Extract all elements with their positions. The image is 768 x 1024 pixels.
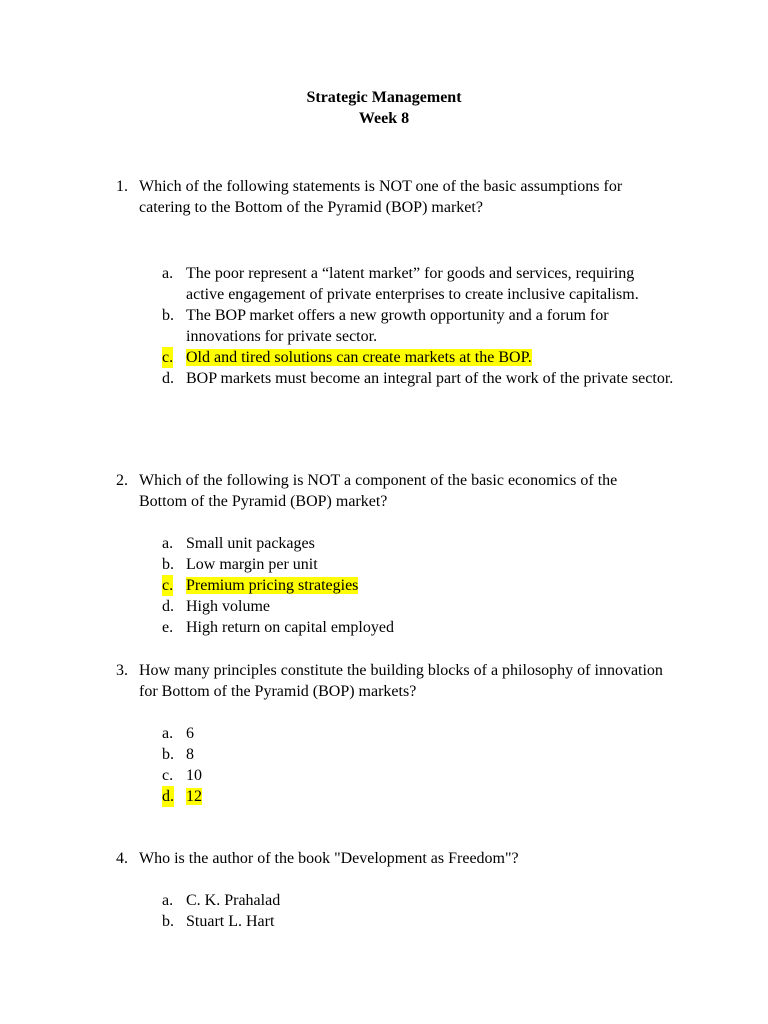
option-letter: b. (162, 556, 174, 573)
option-text: Stuart L. Hart (186, 913, 275, 930)
option-letter: a. (162, 265, 174, 282)
option-text: 8 (186, 746, 194, 763)
option-text: The BOP market offers a new growth opportunity and a forum for innovations for private sector. (186, 307, 609, 345)
option-a (0, 723, 768, 744)
option-a (0, 890, 768, 911)
document-subtitle: Week 8 (358, 110, 410, 127)
title-block (0, 87, 768, 129)
option-d-highlighted (0, 786, 768, 807)
option-letter: a. (162, 535, 174, 552)
option-b (0, 911, 768, 932)
option-d (0, 368, 768, 389)
option-text: Old and tired solutions can create markets at the BOP. (186, 349, 532, 366)
question-number: 2. (116, 472, 128, 489)
option-letter: d. (162, 598, 174, 615)
option-b (0, 744, 768, 765)
option-text: BOP markets must become an integral part of the work of the private sector. (186, 370, 674, 387)
question-number: 3. (116, 662, 128, 679)
option-letter: c. (162, 349, 174, 366)
option-c-highlighted (0, 347, 768, 368)
question-4 (0, 848, 768, 932)
option-list (0, 890, 768, 932)
option-letter: b. (162, 746, 174, 763)
option-c-highlighted (0, 575, 768, 596)
option-d (0, 596, 768, 617)
option-text: 10 (186, 767, 202, 784)
option-list (0, 533, 768, 638)
question-number: 1. (116, 178, 128, 195)
option-letter: b. (162, 913, 174, 930)
option-text: High return on capital employed (186, 619, 394, 636)
question-2 (0, 470, 768, 638)
option-letter: c. (162, 767, 174, 784)
option-e (0, 617, 768, 638)
option-letter: a. (162, 892, 174, 909)
option-text: 12 (186, 788, 202, 805)
option-text: Small unit packages (186, 535, 315, 552)
option-a (0, 263, 768, 305)
option-text: High volume (186, 598, 270, 615)
question-text: Which of the following statements is NOT one of the basic assumptions for catering to the Bottom of the Pyramid (BOP) market? (139, 178, 623, 216)
document-title: Strategic Management (306, 89, 462, 106)
option-letter: a. (162, 725, 174, 742)
option-text: Low margin per unit (186, 556, 318, 573)
option-text: 6 (186, 725, 194, 742)
option-b (0, 305, 768, 347)
question-text: Which of the following is NOT a component of the basic economics of the Bottom of the Pyramid (BOP) market? (139, 472, 618, 510)
option-text: C. K. Prahalad (186, 892, 281, 909)
option-letter: c. (162, 577, 174, 594)
option-b (0, 554, 768, 575)
option-list (0, 263, 768, 389)
option-letter: d. (162, 788, 174, 805)
question-3 (0, 660, 768, 807)
option-text: Premium pricing strategies (186, 577, 359, 594)
option-letter: e. (162, 619, 174, 636)
question-number: 4. (116, 850, 128, 867)
option-letter: b. (162, 307, 174, 324)
option-list (0, 723, 768, 807)
question-text: How many principles constitute the building blocks of a philosophy of innovation for Bottom of the Pyramid (BOP) markets? (139, 662, 663, 700)
option-text: The poor represent a “latent market” for goods and services, requiring active engagement of private enterprises to create inclusive capitalism. (186, 265, 639, 303)
option-a (0, 533, 768, 554)
question-text: Who is the author of the book "Development as Freedom"? (139, 850, 519, 867)
option-c (0, 765, 768, 786)
question-1 (0, 176, 768, 389)
option-letter: d. (162, 370, 174, 387)
